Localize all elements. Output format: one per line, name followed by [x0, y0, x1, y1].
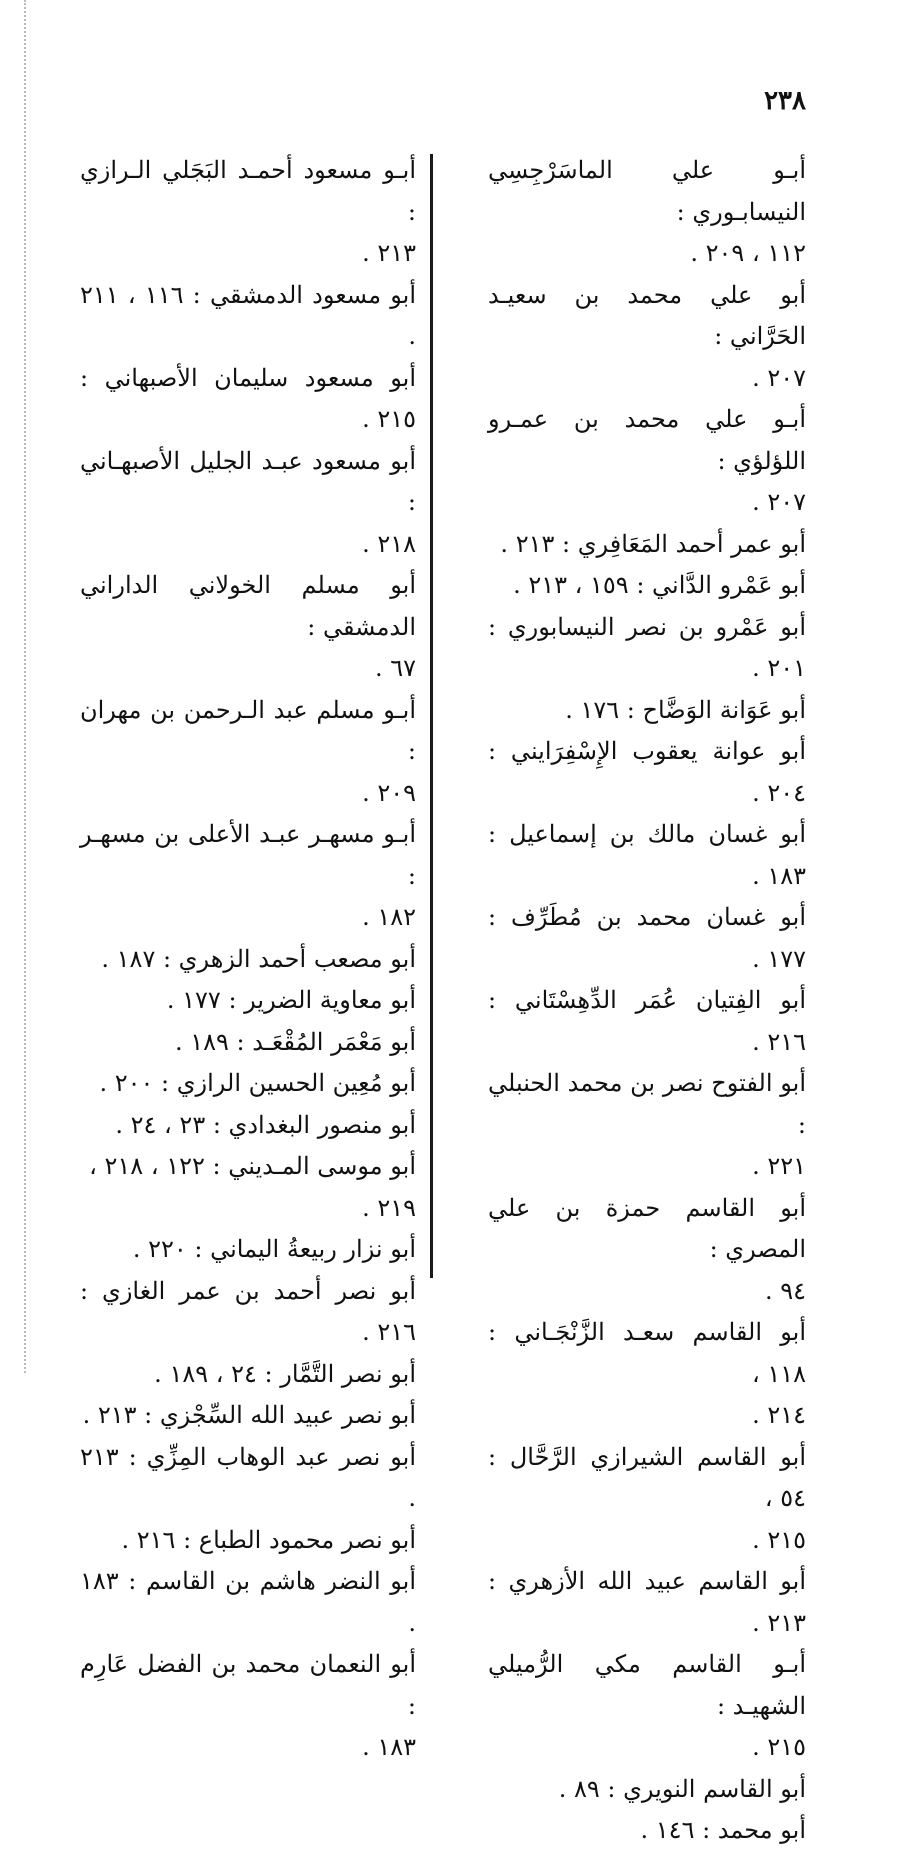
index-entry-continuation: ٢١٨ .: [362, 529, 416, 558]
index-entry-continuation: ٢١٥ .: [752, 1525, 806, 1554]
index-entry: [80, 358, 416, 441]
index-entry-continuation: ٢٠٧ .: [752, 488, 806, 516]
index-entry-text: أبو نصر عبيد الله السِّجْزي : ٢١٣ .: [82, 1401, 416, 1429]
index-column-right: [488, 150, 806, 1852]
index-entry-text: أبو عَوَانة الوَضَّاح : ١٧٦ .: [565, 695, 806, 724]
index-entry-text: أبو نصر عبد الوهاب المِزِّي : ٢١٣ .: [80, 1442, 416, 1512]
column-divider: [430, 154, 433, 1278]
index-entry: [488, 1561, 806, 1644]
index-entry: [80, 1644, 416, 1769]
index-entry-text: أبو القاسم عبيد الله الأزهري : ٢١٣ .: [488, 1567, 806, 1637]
index-entry: [488, 1312, 806, 1437]
index-entry: [80, 980, 416, 1022]
index-entry: [488, 1063, 806, 1188]
index-entry-text: أبو القاسم الشيرازي الرَّحَّال : ٥٤ ،: [488, 1442, 806, 1512]
index-entry: [488, 1188, 806, 1313]
index-entry-text: أبو نزار ربيعةُ اليماني : ٢٢٠ .: [132, 1235, 416, 1263]
index-entry: [488, 1810, 806, 1852]
index-entry-continuation: ١٨٣ .: [362, 1733, 416, 1761]
index-entry: [80, 1561, 416, 1644]
index-entry-text: أبـو مسلم عبد الـرحمن بن مهران :: [80, 695, 416, 765]
index-entry: [488, 275, 806, 400]
index-entry-continuation: ٩٤ .: [764, 1276, 806, 1305]
index-entry: [488, 1437, 806, 1562]
index-entry-text: أبو القاسم حمزة بن علي المصري :: [488, 1193, 806, 1263]
index-entry-text: أبو معاوية الضرير : ١٧٧ .: [166, 986, 416, 1014]
index-entry: [488, 565, 806, 607]
index-entry: [488, 980, 806, 1063]
index-entry-continuation: ٢٠٧ .: [752, 363, 806, 392]
index-column-left: [80, 150, 416, 1769]
index-entry: [80, 1354, 416, 1396]
index-entry-continuation: ٢٠٩ .: [362, 778, 416, 807]
index-entry: [488, 607, 806, 690]
index-entry-continuation: ٢١٣ .: [362, 239, 416, 267]
index-entry-continuation: ٢١٩ .: [362, 1193, 416, 1222]
index-entry-text: أبـو علي محمد بن عمـرو اللؤلؤي :: [488, 405, 806, 475]
index-entry: [488, 690, 806, 732]
index-entry: [80, 275, 416, 358]
index-entry-text: أبو الفتوح نصر بن محمد الحنبلي :: [488, 1069, 806, 1139]
index-entry-text: أبو غسان محمد بن مُطَرِّف : ١٧٧ .: [488, 903, 806, 973]
index-entry: [80, 1437, 416, 1520]
index-entry: [80, 1520, 416, 1562]
index-entry-text: أبو النعمان محمد بن الفضل عَارِم :: [80, 1650, 416, 1720]
index-entry: [488, 150, 806, 275]
index-entry-text: أبو الفِتيان عُمَر الدِّهِسْتَاني : ٢١٦ .: [488, 986, 806, 1056]
index-entry: [80, 814, 416, 939]
index-entry-text: أبـو مسعود أحمـد البَجَلي الـرازي :: [80, 156, 416, 226]
index-entry: [80, 1105, 416, 1147]
index-entry: [80, 150, 416, 275]
index-entry-text: أبو مُعِين الحسين الرازي : ٢٠٠ .: [99, 1069, 416, 1097]
index-entry: [488, 814, 806, 897]
index-entry: [488, 897, 806, 980]
index-entry-text: أبو نصر أحمد بن عمر الغازي : ٢١٦ .: [80, 1276, 416, 1346]
index-entry: [80, 1395, 416, 1437]
index-entry-text: أبو النضر هاشم بن القاسم : ١٨٣ .: [80, 1567, 416, 1637]
index-entry-text: أبو نصر محمود الطباع : ٢١٦ .: [121, 1525, 416, 1554]
index-entry: [488, 1644, 806, 1769]
index-entry-text: أبو منصور البغدادي : ٢٣ ، ٢٤ .: [115, 1110, 416, 1139]
index-entry: [488, 524, 806, 566]
binding-edge-dots: [24, 0, 26, 1373]
index-entry-text: أبو عَمْرو بن نصر النيسابوري : ٢٠١ .: [488, 612, 806, 682]
index-entry-text: أبو القاسم سعـد الزَّنْجَـاني : ١١٨ ،: [488, 1318, 806, 1388]
index-entry-text: أبو عوانة يعقوب الإِسْفِرَايني : ٢٠٤ .: [488, 737, 806, 807]
index-entry-text: أبو مسلم الخولاني الداراني الدمشقي :: [80, 571, 416, 641]
index-entry-text: أبو علي محمد بن سعيـد الحَرَّاني :: [488, 280, 806, 350]
index-entry: [80, 1022, 416, 1064]
index-entry: [80, 1229, 416, 1271]
index-entry-continuation: ١٨٢ .: [362, 903, 416, 931]
index-entry-text: أبـو علي الماسَرْجِسِي النيسابـوري :: [488, 156, 806, 226]
index-entry-text: أبو عَمْرو الدَّاني : ١٥٩ ، ٢١٣ .: [513, 571, 806, 599]
index-entry-continuation: ٢٢١ .: [752, 1152, 806, 1180]
index-entry: [80, 939, 416, 981]
index-entry: [80, 441, 416, 566]
index-entry: [80, 565, 416, 690]
index-entry-text: أبو موسى المـديني : ١٢٢ ، ٢١٨ ،: [89, 1152, 416, 1180]
index-entry: [488, 1769, 806, 1811]
index-entry-text: أبو نصر التَّمَّار : ٢٤ ، ١٨٩ .: [154, 1359, 416, 1388]
index-entry-text: أبو عمر أحمد المَعَافِري : ٢١٣ .: [500, 529, 806, 558]
index-entry-text: أبو مصعب أحمد الزهري : ١٨٧ .: [101, 944, 416, 973]
index-entry-continuation: ٦٧ .: [374, 654, 416, 682]
index-entry-text: أبو مسعود الدمشقي : ١١٦ ، ٢١١ .: [80, 280, 416, 350]
index-entry-text: أبـو القاسم مكي الرُّميلي الشهيـد :: [488, 1650, 806, 1720]
index-entry: [80, 690, 416, 815]
index-entry-text: أبو مَعْمَر المُقْعَـد : ١٨٩ .: [174, 1027, 416, 1056]
index-entry: [80, 1063, 416, 1105]
index-entry-continuation: ٢١٥ .: [752, 1733, 806, 1761]
page-number: ٢٣٨: [764, 86, 806, 116]
index-entry: [488, 399, 806, 524]
index-entry-text: أبو غسان مالك بن إسماعيل : ١٨٣ .: [488, 820, 806, 890]
index-entry-text: أبو القاسم النويري : ٨٩ .: [558, 1774, 806, 1803]
index-entry-continuation: ٢١٤ .: [752, 1401, 806, 1429]
index-entry-continuation: ١١٢ ، ٢٠٩ .: [690, 239, 806, 267]
index-entry-text: أبو مسعود سليمان الأصبهاني : ٢١٥ .: [80, 363, 416, 433]
index-entry: [80, 1271, 416, 1354]
index-entry-text: أبو محمد : ١٤٦ .: [640, 1816, 806, 1844]
index-entry: [488, 731, 806, 814]
index-entry-text: أبو مسعود عبـد الجليل الأصبهـاني :: [80, 446, 416, 516]
index-entry-text: أبـو مسهـر عبـد الأعلى بن مسهـر :: [80, 820, 416, 890]
index-entry: [80, 1146, 416, 1229]
